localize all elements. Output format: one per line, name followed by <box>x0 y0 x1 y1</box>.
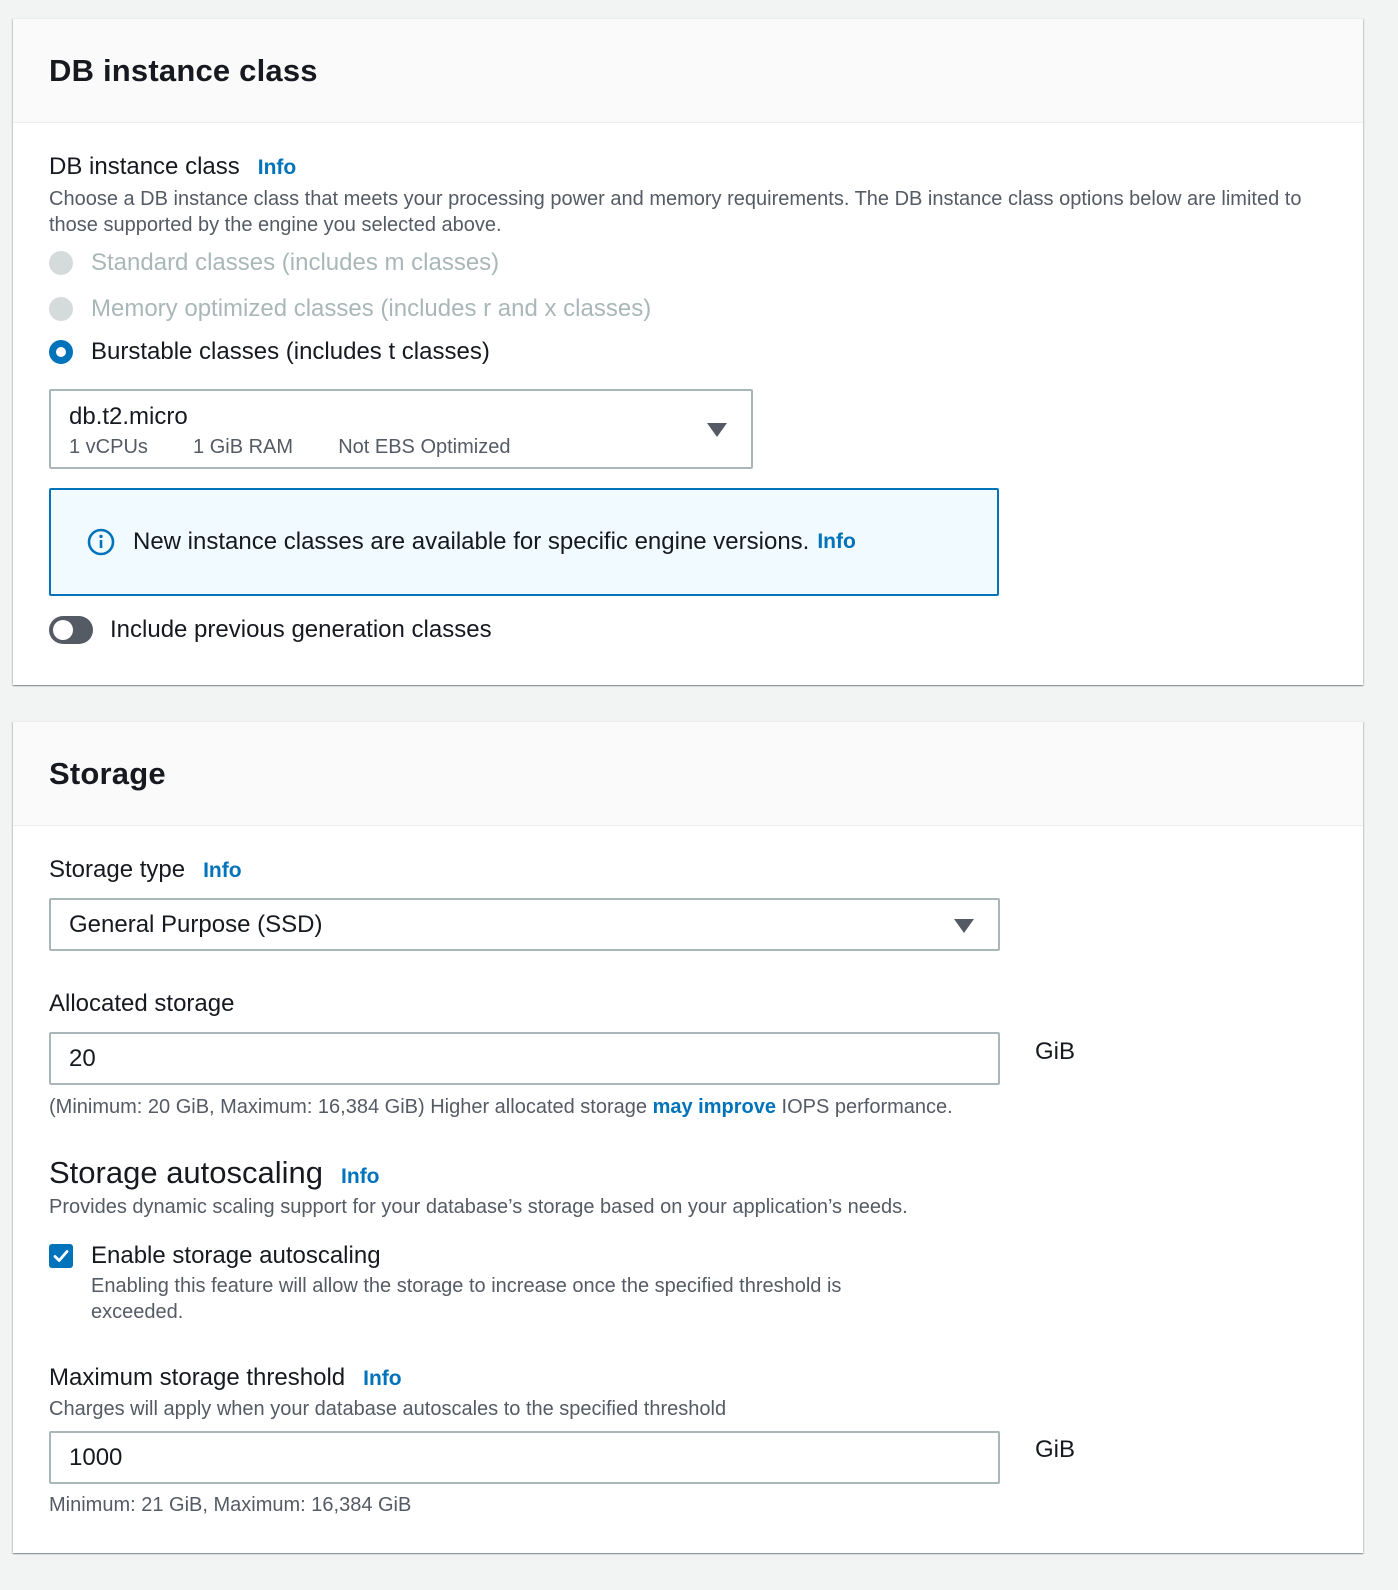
threshold-label: Maximum storage threshold <box>49 1364 346 1391</box>
instance-class-select[interactable] <box>49 389 753 469</box>
enable-autoscaling-row[interactable] <box>49 1242 381 1270</box>
autoscaling-heading: Storage autoscaling <box>49 1155 324 1190</box>
db-instance-class-panel-header <box>13 19 1363 123</box>
toggle-knob <box>53 620 73 640</box>
autoscaling-description: Provides dynamic scaling support for your database’s storage based on your application’s needs. <box>49 1196 908 1218</box>
allocated-storage-value: 20 <box>69 1044 96 1072</box>
alert-info-link[interactable]: Info <box>817 530 856 553</box>
instance-class-label-row <box>49 153 296 181</box>
radio-button <box>49 297 73 321</box>
hint-prefix: (Minimum: 20 GiB, Maximum: 16,384 GiB) Higher allocated storage <box>49 1096 648 1118</box>
ram-spec: 1 GiB RAM <box>193 436 294 458</box>
radio-memory-optimized-classes <box>49 295 651 323</box>
radio-button-selected[interactable] <box>49 340 73 364</box>
radio-label: Memory optimized classes (includes r and x classes) <box>91 295 652 322</box>
allocated-storage-input[interactable] <box>49 1032 1000 1085</box>
storage-type-select[interactable] <box>49 898 1000 951</box>
autoscaling-info-link[interactable]: Info <box>341 1165 380 1188</box>
radio-label[interactable]: Burstable classes (includes t classes) <box>91 338 490 365</box>
instance-class-description: Choose a DB instance class that meets your processing power and memory requirements. The DB instance class options below are limited to those supported by the engine you selected above. <box>49 188 1302 236</box>
previous-generation-toggle-row[interactable] <box>49 616 492 644</box>
storage-panel <box>13 721 1363 1553</box>
storage-type-label-row <box>49 856 242 884</box>
threshold-description: Charges will apply when your database autoscales to the specified threshold <box>49 1398 727 1420</box>
threshold-value: 1000 <box>69 1443 123 1471</box>
instance-class-label: DB instance class <box>49 153 240 180</box>
allocated-storage-hint <box>49 1094 1149 1120</box>
chevron-down-icon <box>707 423 727 437</box>
checkbox-label[interactable]: Enable storage autoscaling <box>91 1242 381 1269</box>
info-alert <box>49 488 999 596</box>
checkmark-icon <box>52 1247 70 1265</box>
storage-panel-header <box>13 722 1363 826</box>
chevron-down-icon <box>954 919 974 933</box>
checkbox-description: Enabling this feature will allow the storage to increase once the specified threshold is exceeded. <box>91 1275 842 1323</box>
panel-title: Storage <box>49 755 166 791</box>
info-circle-icon <box>87 528 115 556</box>
radio-burstable-classes[interactable] <box>49 338 490 366</box>
panel-title: DB instance class <box>49 52 318 88</box>
instance-class-select-value: db.t2.micro <box>69 403 188 430</box>
ebs-spec: Not EBS Optimized <box>338 436 511 458</box>
allocated-storage-label: Allocated storage <box>49 990 235 1017</box>
threshold-input[interactable] <box>49 1431 1000 1484</box>
instance-class-info-link[interactable]: Info <box>257 156 297 179</box>
enable-autoscaling-checkbox[interactable] <box>49 1244 73 1268</box>
threshold-label-row <box>49 1364 402 1392</box>
previous-generation-toggle[interactable] <box>49 616 93 644</box>
threshold-hint: Minimum: 21 GiB, Maximum: 16,384 GiB <box>49 1494 412 1516</box>
threshold-info-link[interactable]: Info <box>363 1367 402 1390</box>
radio-standard-classes <box>49 249 499 277</box>
toggle-label: Include previous generation classes <box>110 616 492 643</box>
radio-label: Standard classes (includes m classes) <box>91 249 500 276</box>
may-improve-link[interactable]: may improve <box>652 1096 776 1118</box>
hint-suffix: IOPS performance. <box>781 1096 953 1118</box>
threshold-unit: GiB <box>1035 1436 1076 1463</box>
storage-type-label: Storage type <box>49 856 186 883</box>
db-instance-class-panel <box>13 18 1363 685</box>
storage-type-select-value: General Purpose (SSD) <box>69 911 323 938</box>
vcpu-spec: 1 vCPUs <box>69 436 148 458</box>
radio-button <box>49 251 73 275</box>
allocated-storage-unit: GiB <box>1035 1038 1076 1065</box>
instance-class-specs <box>69 436 510 459</box>
storage-type-info-link[interactable]: Info <box>203 859 242 882</box>
autoscaling-heading-row <box>49 1155 380 1191</box>
alert-text: New instance classes are available for specific engine versions. <box>133 528 810 555</box>
